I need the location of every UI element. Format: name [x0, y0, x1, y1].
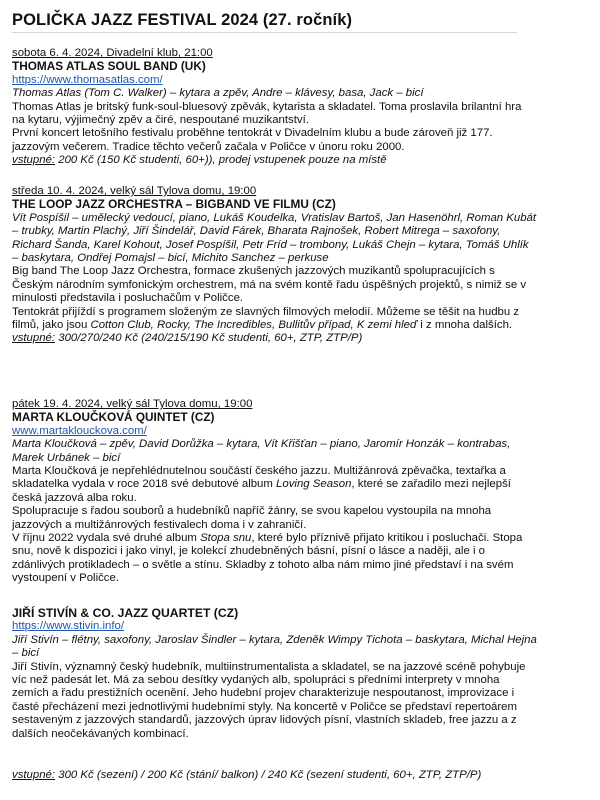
admission-label: vstupné:	[12, 332, 56, 345]
performer-link[interactable]: https://www.stivin.info/	[12, 620, 125, 633]
concert-performer: THOMAS ATLAS SOUL BAND (UK)	[12, 59, 206, 74]
concert-description: Thomas Atlas je britský funk-soul-bluesový zpěvák, kytarista a skladatel. Toma proslavila brilantní hra na kytaru, výjimečný zpěv a čiré, nespoutané muzikantství.	[12, 100, 522, 127]
admission-text: 200 Kč (150 Kč studenti, 60+)), prodej vstupenek pouze na místě	[58, 154, 387, 167]
performer-link[interactable]: https://www.thomasatlas.com/	[12, 73, 163, 86]
concert-performer: JIŘÍ STIVÍN & CO. JAZZ QUARTET (CZ)	[12, 606, 239, 620]
concert-description	[12, 532, 537, 586]
admission-text: 300/270/240 Kč (240/215/190 Kč studenti, 60+, ZTP, ZTP/P)	[58, 332, 363, 345]
description-text: , které se zařadilo mezi nejlepší česká jazzová alba roku.	[12, 478, 511, 504]
description-text: V říjnu 2022 vydala své druhé album	[12, 532, 201, 545]
description-text: Marta Kloučková je nepřehlédnutelnou součástí českého jazzu. Multižánrová zpěvačka, textařka a skladatelka vydala v roce 2018 své debutové album	[12, 465, 506, 491]
concert-performer: MARTA KLOUČKOVÁ QUINTET (CZ)	[12, 410, 215, 425]
concert-admission	[12, 769, 537, 782]
concert-entry	[12, 47, 537, 168]
description-text: i z mnoha dalších.	[417, 319, 513, 332]
admission-label: vstupné:	[12, 769, 56, 781]
concert-entry	[12, 607, 537, 741]
concert-musicians: Vít Pospíšil – umělecký vedoucí, piano, Lukáš Koudelka, Vratislav Bartoš, Jan Hasenöhrl, Roman Kubát – trubky, Martin Plachý, Jiří Šindelář, David Fárek, Bharata Rajnošek, Robert Mitrega – saxofony, Richard Šanda, Karel Kohout, Josef Pospíšil, Petr Fríd – trombony, Lukáš Chejn – kytara, Tomáš Uhlík – baskytara, Ondřej Pomajsl – bicí, Michito Sanchez – perkuse	[12, 211, 537, 265]
concert-description	[12, 465, 537, 505]
description-text: , které bylo příznivě přijato kritikou i posluchači. Stopa snu, nově k dispozici i jako vinyl, je kolekcí zhudebněných básní, písní o lásce a naději, ale i o zdánlivých protikladech – o světle a stínu. Skladby z tohoto alba nám mimo jiné představí i na svém vystoupení v Poličce.	[12, 532, 523, 585]
admission-text: 300 Kč (sezení) / 200 Kč (stání/ balkon) / 240 Kč (sezení studenti, 60+, ZTP, ZTP/P)	[58, 769, 482, 781]
concert-description: Spolupracuje s řadou souborů a hudebníků napříč žánry, se svou kapelou vystoupila na mnoha jazzových a multižánrových festivalech doma i v zahraničí.	[12, 505, 492, 531]
concert-admission	[12, 154, 537, 167]
description-text: Tentokrát přijíždí s programem složeným ze slavných filmových melodií. Můžeme se těšit na hudbu z filmů, jako jsou	[12, 305, 520, 332]
concert-musicians: Jiří Stivín – flétny, saxofony, Jaroslav Šindler – kytara, Zdeněk Wimpy Tichota – baskytara, Michal Hejna – bicí	[12, 633, 537, 660]
concert-performer: THE LOOP JAZZ ORCHESTRA – BIGBAND VE FILMU (CZ)	[12, 197, 336, 212]
concert-entry	[12, 398, 537, 586]
concert-description	[12, 306, 537, 333]
divider	[12, 32, 517, 33]
festival-title: POLIČKA JAZZ FESTIVAL 2024 (27. ročník)	[12, 11, 353, 29]
concert-date-venue: středa 10. 4. 2024, velký sál Tylova domu, 19:00	[12, 185, 257, 197]
concert-description: Jiří Stivín, významný český hudebník, multiinstrumentalista a skladatel, se na jazzové scéně pohybuje víc než padesát let. Má za sebou desítky vydaných alb, spolupráci s předními interprety v mnoha zemích a řadu prestižních ocenění. Jeho hudební projev charakterizuje nespoutanost, improvizace i časté přecházení mezi jednotlivými hudebními styly. Na koncertě v Poličce se představí repertoárem sestaveným z jazzových standardů, jazzových úprav lidových písní, vlastních skladeb, free jazzu a z dalších neočekávaných kombinací.	[12, 660, 526, 740]
album-title: Stopa snu	[200, 532, 252, 545]
concert-musicians: Marta Kloučková – zpěv, David Dorůžka – kytara, Vít Křišťan – piano, Jaromír Honzák – kontrabas, Marek Urbánek – bicí	[12, 438, 511, 464]
performer-link[interactable]: www.martaklouckova.com/	[12, 424, 147, 437]
concert-musicians: Thomas Atlas (Tom C. Walker) – kytara a zpěv, Andre – klávesy, basa, Jack – bicí	[12, 87, 424, 100]
concert-entry	[12, 185, 537, 346]
concert-admission	[12, 332, 537, 345]
concert-date-venue: pátek 19. 4. 2024, velký sál Tylova domu, 19:00	[12, 398, 253, 410]
concert-description: Big band The Loop Jazz Orchestra, formace zkušených jazzových muzikantů spolupracujících s Českým národním symfonickým orchestrem, má na svém kontě řadu úspěšných projektů, s nimiž se v minulosti představila i posluchačům v Poličce.	[12, 265, 527, 305]
film-titles: Cotton Club, Rocky, The Incredibles, Bullitův případ, K zemi hleď	[90, 319, 418, 332]
concert-description: První koncert letošního festivalu proběhne tentokrát v Divadelním klubu a bude zároveň již 177. jazzovým večerem. Tradice těchto večerů začala v Poličce v únoru roku 2000.	[12, 127, 493, 153]
album-title: Loving Season	[276, 478, 352, 491]
admission-label: vstupné:	[12, 154, 56, 167]
concert-date-venue: sobota 6. 4. 2024, Divadelní klub, 21:00	[12, 47, 213, 59]
